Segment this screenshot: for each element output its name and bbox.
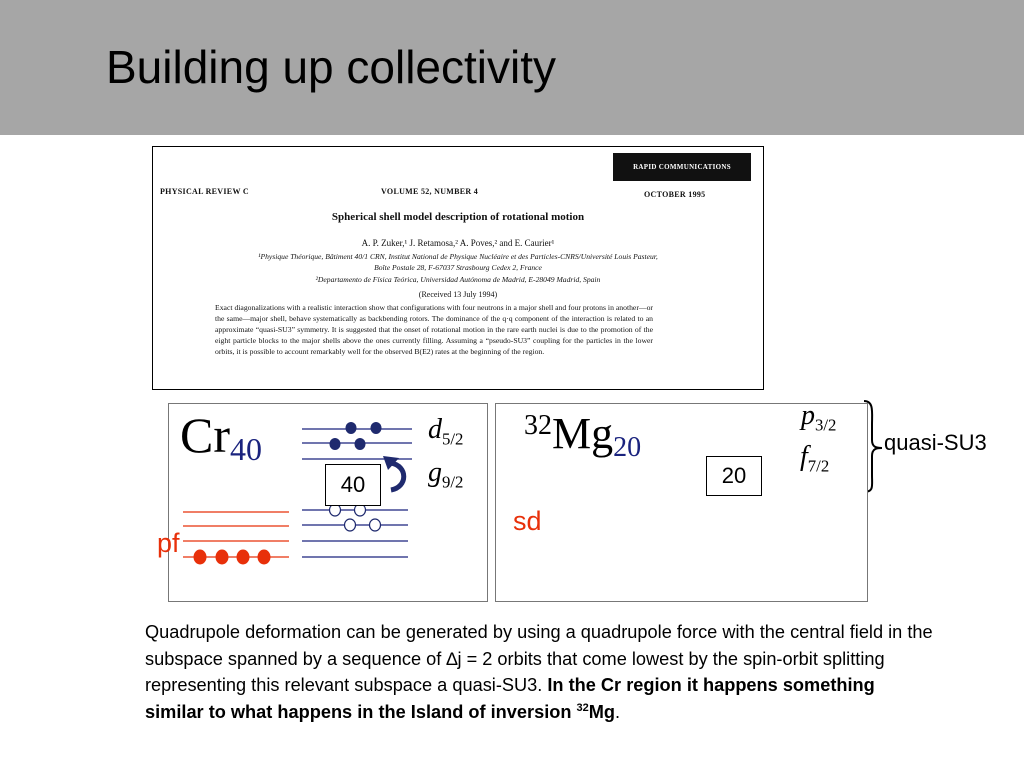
paper-title: Spherical shell model description of rotational motion [331, 211, 585, 223]
cr-gap-box: 40 [325, 464, 381, 506]
particle [194, 550, 207, 565]
orbit-letter: g [428, 457, 442, 488]
mg-symbol: Mg [552, 409, 614, 458]
mg-mass-number: 32 [524, 410, 552, 441]
particle [237, 550, 250, 565]
particle [258, 550, 271, 565]
delta-symbol: ∆ [446, 648, 458, 669]
arrow-curve [391, 463, 404, 490]
paper-abstract: Exact diagonalizations with a realistic interaction show that configurations with four neutrons in a major shell and four protons in another—or the same—major shell, behave systematically as backbending rotors. The dominance of the q·q component of the interaction is related to an approximate “quasi-SU3” symmetry. It is suggested that the onset of rotational motion in the rare earth nuclei is due to the promotion of the eight particle blocks to the major shells above the ones currently filling. Assuming a “pseudo-SU3” coupling for the particles in the lower orbits, it is possible to account remarkably well for the observed B(E2) rates at the beginning of the region. [215, 303, 653, 356]
mg-shell-label: sd [513, 506, 542, 536]
mg-gap-box: 20 [706, 456, 762, 496]
particle [216, 550, 229, 565]
caption-bold-part: In the Cr region it happens something similar to what happens in the Island of inversion [145, 675, 875, 722]
caption-text: Quadrupole deformation can be generated by using a quadrupole force with the central field in the subspace spanned by a sequence of [145, 622, 933, 669]
slide-title: Building up collectivity [106, 41, 557, 93]
particle [346, 422, 357, 434]
cr-holes [330, 504, 381, 531]
quasi-su3-label: quasi-SU3 [884, 430, 987, 455]
cr-element-label [180, 407, 262, 467]
mg-element-label [524, 409, 642, 463]
journal-date: OCTOBER 1995 [644, 190, 706, 199]
caption-end: . [615, 701, 621, 722]
affiliation-line: ²Departamento de Física Teórica, Universidad Autónoma de Madrid, E-28049 Madrid, Spain [315, 275, 601, 284]
hole [370, 519, 381, 531]
caption-text: j = 2 orbits that come lowest by the spin-orbit splitting representing this relevant subspace a quasi-SU3. [145, 648, 885, 695]
cr-orbit-d52 [428, 414, 463, 450]
affiliation-line: Boîte Postale 28, F-67037 Strasbourg Cedex 2, France [374, 263, 542, 272]
journal-volume: VOLUME 52, NUMBER 4 [381, 187, 479, 196]
mg-orbit-f72 [800, 441, 829, 477]
slide-caption [145, 619, 935, 725]
particle [355, 438, 366, 450]
mg-neutron-number: 20 [613, 432, 642, 463]
cr-orbit-g92 [428, 457, 463, 493]
orbit-letter: p [801, 400, 815, 431]
paper-authors: A. P. Zuker,¹ J. Retamosa,² A. Poves,² and E. Caurier¹ [361, 238, 555, 248]
cr-promoted-particles [330, 422, 382, 450]
orbit-j: 7/2 [807, 456, 830, 476]
mg-orbit-p32 [801, 400, 836, 436]
cr-neutron-number: 40 [230, 431, 262, 467]
cr-symbol: Cr [180, 407, 230, 463]
particle [330, 438, 341, 450]
received-date: (Received 13 July 1994) [418, 290, 498, 299]
cr-shell-label: pf [157, 528, 180, 558]
particle [371, 422, 382, 434]
cr-promotion-arrow [383, 456, 404, 490]
orbit-letter: d [428, 414, 442, 445]
orbit-j: 5/2 [442, 429, 464, 449]
orbit-j: 9/2 [442, 472, 464, 492]
caption-bold-part: Mg [588, 701, 616, 722]
rapid-communications-badge: RAPID COMMUNICATIONS [613, 153, 751, 181]
affiliation-line: ¹Physique Théorique, Bâtiment 40/1 CRN, Institut National de Physique Nucléaire et des Particles-CNRS/Université Louis Pasteur, [258, 252, 658, 261]
journal-name: PHYSICAL REVIEW C [160, 187, 249, 196]
cr-lower-levels [302, 510, 408, 557]
hole [345, 519, 356, 531]
caption-mass-number: 32 [576, 701, 589, 714]
orbit-letter: f [800, 441, 808, 472]
orbit-j: 3/2 [815, 415, 837, 435]
